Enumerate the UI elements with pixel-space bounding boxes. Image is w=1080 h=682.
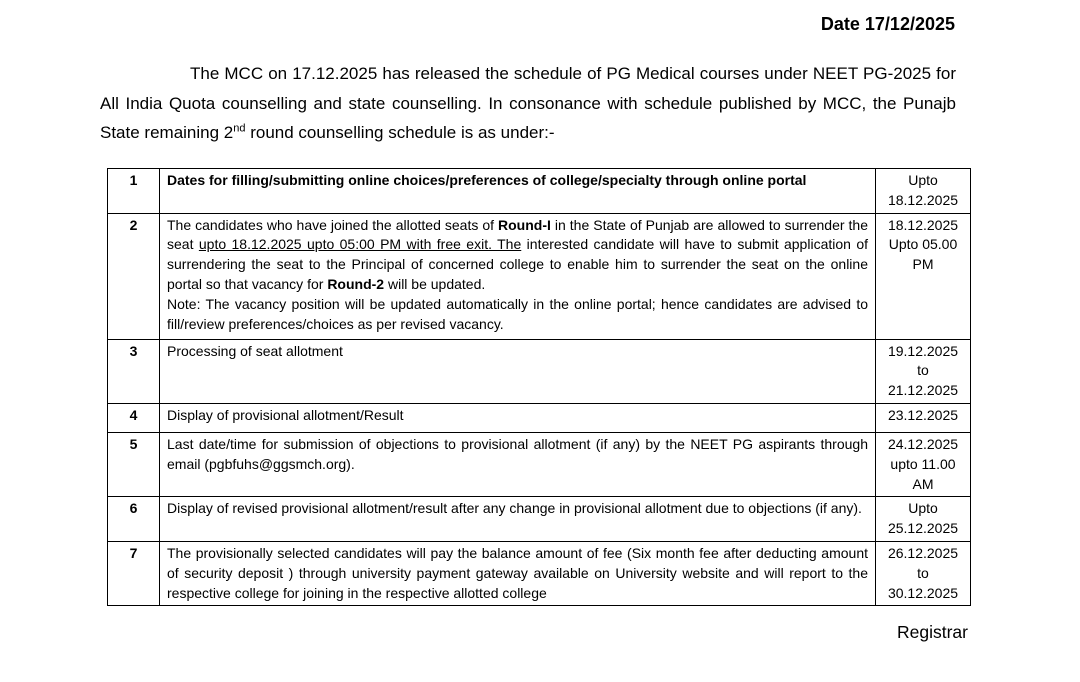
row-number-cell: 2: [108, 213, 160, 339]
note-text: Note: The vacancy position will be updated automatically in the online portal; hence candidates are advised to fill/review preferences/choices as per revised vacancy.: [167, 295, 868, 332]
table-row: [108, 432, 971, 496]
ordinal-superscript: nd: [233, 122, 246, 135]
date-cell: [876, 213, 971, 339]
date-cell: [876, 403, 971, 432]
date-line: Upto 05.00: [888, 236, 958, 253]
document-date: Date 17/12/2025: [820, 14, 955, 34]
description-cell: [160, 213, 876, 339]
date-cell: [876, 169, 971, 214]
date-cell: [876, 339, 971, 403]
desc-segment: The candidates who have joined the allotted seats of: [167, 216, 499, 233]
description-cell: Display of revised provisional allotment/result after any change in provisional allotment due to objections (if any).: [160, 497, 876, 542]
date-line: AM: [912, 475, 934, 492]
date-line: Upto: [908, 172, 938, 188]
date-cell: [876, 541, 971, 605]
date-line: 21.12.2025: [887, 382, 959, 399]
table-row: [108, 497, 971, 542]
desc-segment: will be updated.: [384, 275, 486, 292]
date-cell: [876, 497, 971, 542]
date-line: Upto: [908, 500, 938, 517]
table-row: [108, 339, 971, 403]
description-cell: Display of provisional allotment/Result: [160, 403, 876, 432]
date-line: 19.12.2025: [887, 342, 959, 359]
date-line: to: [917, 564, 929, 581]
table-row: [108, 169, 971, 214]
date-line: 24.12.2025: [887, 435, 959, 452]
table-row: [108, 541, 971, 605]
date-line: upto 11.00: [890, 455, 956, 472]
desc-segment-bold: Round-2: [327, 275, 385, 292]
signature-registrar: Registrar: [897, 622, 968, 642]
table-row: [108, 213, 971, 339]
date-line: 18.12.2025: [887, 191, 959, 208]
desc-segment-underline: upto 18.12.2025 upto 05:00 PM with free exit. The: [198, 236, 522, 253]
row-number-cell: 4: [108, 403, 160, 432]
table-row: [108, 403, 971, 432]
row-number-cell: 1: [108, 169, 160, 214]
date-cell: [876, 432, 971, 496]
row-number-cell: 5: [108, 432, 160, 496]
description-cell: Last date/time for submission of objections to provisional allotment (if any) by the NEET PG aspirants through email (pgbfuhs@ggsmch.org).: [160, 432, 876, 496]
description-cell: Processing of seat allotment: [160, 339, 876, 403]
row-number-cell: 3: [108, 339, 160, 403]
desc-segment: in the State of Punjab are allowed to surrender the seat: [167, 216, 868, 253]
date-line: 23.12.2025: [887, 406, 959, 423]
desc-segment: interested candidate will have to submit application of surrendering the seat to the Principal of concerned college to enable him to surrender the seat on the online portal so that vacancy for: [167, 236, 869, 292]
intro-text-end: round counselling schedule is as under:-: [245, 123, 555, 142]
description-cell: Dates for filling/submitting online choices/preferences of college/specialty through online portal: [160, 169, 876, 214]
date-line: 25.12.2025: [887, 520, 959, 537]
intro-paragraph: [100, 59, 956, 148]
counselling-schedule-table: [107, 168, 971, 606]
row-number-cell: 7: [108, 541, 160, 605]
date-line: 26.12.2025: [887, 544, 959, 561]
row-number-cell: 6: [108, 497, 160, 542]
date-line: PM: [912, 256, 934, 273]
date-line: to: [917, 362, 929, 379]
desc-segment-bold: Round-I: [498, 216, 551, 233]
date-line: 30.12.2025: [887, 584, 959, 601]
intro-text-start: The MCC on 17.12.2025 has released the schedule of PG Medical courses under NEET PG-2025 for All India Quota counselling and state counselling. In consonance with schedule published by MCC, the Punajb State remaining 2: [100, 64, 956, 142]
description-cell: The provisionally selected candidates will pay the balance amount of fee (Six month fee after deducting amount of security deposit ) through university payment gateway available on University website and will report to the respective college for joining in the respective allotted college: [160, 541, 876, 605]
date-line: 18.12.2025: [887, 216, 959, 233]
